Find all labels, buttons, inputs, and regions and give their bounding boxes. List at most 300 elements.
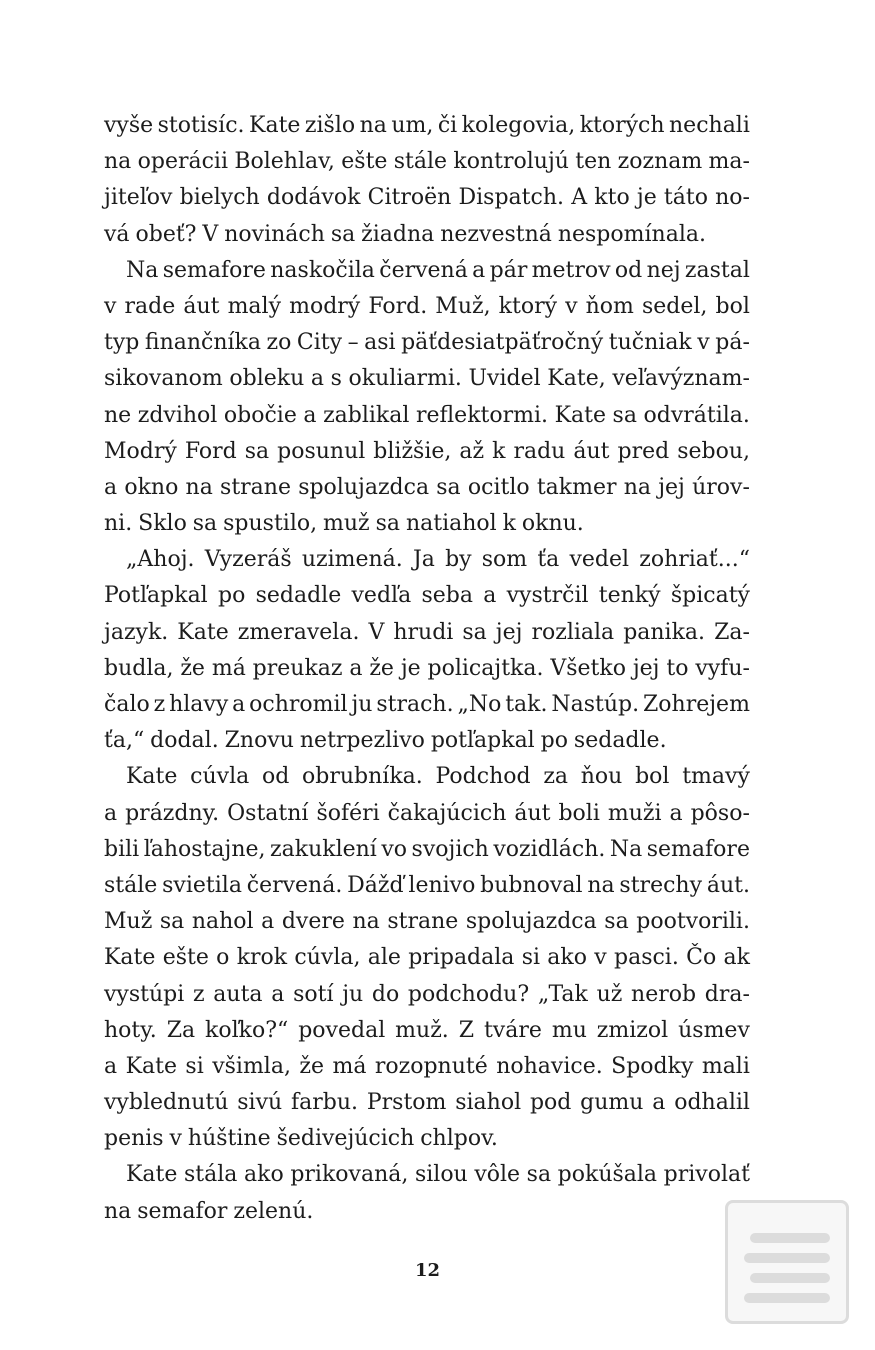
word: preukaz [252,655,343,681]
word: auta [213,981,263,1007]
word: zišlo [304,113,356,138]
word: tenký [598,583,661,609]
word: natiahol [405,511,497,537]
text-line [104,217,750,253]
word: od [614,257,643,283]
word: o [216,945,230,971]
word: má [332,1053,367,1079]
word: Za- [714,619,750,645]
text-line [104,1049,750,1085]
word: červená. [246,872,343,898]
word: nohavice. [496,1053,603,1079]
word: Podchod [435,764,531,790]
word: Uvidel [468,366,541,392]
word: pôso- [690,800,750,826]
word: vyfu- [695,655,750,681]
word: dra- [704,981,750,1007]
word: semafore [646,836,750,862]
word: po [540,728,568,754]
word: vá [104,221,130,247]
word: Kate [104,945,156,971]
word: sa [375,511,400,537]
word: Modrý [104,438,177,464]
word: mu [551,1017,587,1043]
word: na [185,474,213,500]
word: Potľapkal [104,583,208,609]
word: bili [104,836,140,862]
word: finančníka [144,330,261,356]
word: a [310,366,324,392]
word: strach. [376,692,454,717]
word: Kate [249,113,301,138]
word: uzimená. [301,547,403,573]
word: ešte [162,945,209,971]
text-line [104,977,750,1013]
word: rade [124,293,176,319]
word: Za [166,1017,196,1043]
word: ju [351,692,373,717]
word: prázdny. [125,800,220,826]
word: muž. [395,1017,449,1043]
word: odvrátila. [643,402,750,428]
word: ťa [537,547,560,573]
word: bol [715,293,750,319]
word: pár [489,257,528,283]
word: spolujazdca [465,909,597,935]
word: Zohrejem [643,692,750,717]
word: a [669,800,683,826]
text-line [104,325,750,361]
word: sikovanom [104,366,223,392]
word: „Ahoj. [126,547,195,573]
text-line [104,398,750,434]
word: veľavýznam- [612,366,750,392]
word: malý [227,293,282,319]
word: – [347,330,359,356]
word: a [303,402,317,428]
word: vozidlách. [493,836,606,862]
word: Z [458,1017,475,1043]
word: z [192,981,205,1007]
word: spolujazdca [298,474,430,500]
word: je [636,185,657,211]
word: pokúšala [557,1162,658,1188]
word: rozliala [531,619,615,645]
word: pootvorili. [636,909,750,935]
word: vyblednutú [104,1090,229,1116]
word: po [217,583,246,609]
word: že [180,655,205,681]
word: Na [609,836,643,862]
word: kolegovia, [461,113,576,138]
word: muži [607,800,662,826]
word: jej [632,655,660,681]
word: ktorých [579,113,665,138]
word: zmeravela. [237,619,360,645]
word: na [104,149,132,175]
word: seba [421,583,473,609]
text-line [104,940,750,976]
word: metrov [531,257,611,283]
word: zohriať...“ [639,547,750,573]
text-line [104,1085,750,1121]
word: typ [104,330,140,356]
word: Dážď [347,872,404,898]
word: Ford [184,438,237,464]
word: Kate [177,619,229,645]
word: okno [124,474,179,500]
word: ťa,“ [104,728,145,754]
page-number: 12 [414,1260,441,1281]
word: Spodky [611,1053,694,1079]
word: pred [617,438,670,464]
word: ocitlo [467,474,530,500]
word: Bolehlav, [234,149,335,175]
word: zablikal [323,402,410,428]
word: sa [526,1162,552,1188]
word: vôle [474,1162,521,1188]
word: ne [104,402,132,428]
word: hrudi [393,619,454,645]
word: húštine [187,1126,271,1152]
word: áut [514,800,551,826]
text-line [104,1121,750,1157]
word: všimla, [212,1053,291,1079]
text-line [104,723,750,759]
word: Kate, [547,366,606,392]
word: asi [364,330,396,356]
word: kontrolujú [453,149,569,175]
word: A [571,185,588,211]
text-line [104,289,750,325]
word: šoféri [316,800,380,826]
word: takmer [536,474,617,500]
word: päťdesiatpäťročný [401,330,604,356]
word: semafore [162,257,266,283]
word: sivú [237,1090,283,1116]
word: v [697,330,710,356]
word: posunul [277,438,366,464]
word: bielych [179,185,260,211]
word: boli [558,800,600,826]
word: no- [715,185,750,211]
word: sa [612,402,637,428]
word: na [587,872,615,898]
word: strechy [619,872,703,898]
word: čakajúcich [387,800,507,826]
word: bližšie, [373,438,452,464]
word: stále [104,872,158,898]
word: úsmev [678,1017,750,1043]
word: radu [513,438,566,464]
word: potľapkal [430,728,535,754]
word: až [459,438,485,464]
body-text [104,108,750,1230]
word: sa [330,221,356,247]
word: farbu. [291,1090,359,1116]
word: sedadle [255,583,342,609]
word: a [104,800,118,826]
word: Nastúp. [551,692,640,717]
word: jej [495,619,523,645]
word: sa [436,474,461,500]
word: sa [604,909,629,935]
word: obleku [229,366,305,392]
word: modrý [289,293,361,319]
word: ak [723,945,750,971]
word: kto [594,185,630,211]
word: jazyk. [104,619,169,645]
word: vystrčil [506,583,589,609]
word: a [483,583,497,609]
word: svietila [162,872,242,898]
word: s [330,366,342,392]
word: na [623,474,651,500]
word: na [104,1198,132,1224]
word: pripadala [408,945,515,971]
word: tmavý [682,764,750,790]
word: sotí [293,981,334,1007]
word: dodal. [150,728,219,754]
word: Kate [126,1162,178,1188]
word: Ostatní [227,800,309,826]
word: Muž [104,909,153,935]
word: ktorý [498,293,558,319]
text-line [104,651,750,687]
word: oknu. [521,511,584,537]
word: semafor [137,1198,228,1224]
book-stack-icon [725,1200,849,1324]
word: a [652,1090,666,1116]
word: V [202,221,219,247]
word: táto [663,185,708,211]
word: vystúpi [104,981,185,1007]
word: reflektormi. [415,402,549,428]
word: ako [547,945,587,971]
word: ju [342,981,364,1007]
word: Kate [126,764,178,790]
text-line [104,1194,750,1230]
word: pasci. [614,945,679,971]
word: zmizol [596,1017,669,1043]
word: ľahostajne, [143,836,266,862]
word: hlavy [169,692,229,717]
word: to [666,655,689,681]
word: v [594,945,607,971]
word: z [153,692,166,717]
word: špicatý [670,583,750,609]
text-line [104,108,750,144]
word: stotisíc. [157,113,245,138]
word: áut [573,438,610,464]
text-line [104,687,750,723]
word: koľko?“ [205,1017,289,1043]
word: a [104,1053,118,1079]
word: stála [184,1162,238,1188]
word: úrov- [692,474,750,500]
word: Kate [125,1053,177,1079]
text-line [104,361,750,397]
word: strane [387,909,459,935]
word: spustilo, [223,511,318,537]
word: sa [244,438,270,464]
word: podchodu? [407,981,530,1007]
word: tváre [483,1017,542,1043]
word: povedal [298,1017,386,1043]
word: nespomínala. [557,221,706,247]
text-line [104,434,750,470]
word: um, [391,113,434,138]
word: „Tak [537,981,588,1007]
word: by [445,547,472,573]
text-line [104,904,750,940]
word: bol [635,764,670,790]
word: a [271,981,285,1007]
word: gumu [580,1090,644,1116]
word: ale [367,945,401,971]
word: obrubníka. [302,764,423,790]
word: na [352,909,380,935]
word: svojich [411,836,489,862]
word: šedivejúcich [276,1126,415,1152]
word: si [185,1053,204,1079]
text-line [104,542,750,578]
word: ni. [104,511,133,537]
word: cúvla [190,764,250,790]
word: strane [220,474,291,500]
word: sedadle. [573,728,667,754]
word: Dispatch. [458,185,564,211]
word: vedel [569,547,630,573]
text-line [104,506,750,542]
word: okuliarmi. [348,366,462,392]
word: novinách [224,221,325,247]
word: že [299,1053,325,1079]
word: obočie [223,402,297,428]
text-line [104,1157,750,1193]
word: dvere [281,909,345,935]
word: nezvestná [440,221,552,247]
word: áut [183,293,220,319]
word: dodávok [266,185,361,211]
word: sebou, [677,438,750,464]
word: zelenú. [233,1198,314,1224]
word: vo [381,836,408,862]
word: v [565,293,578,319]
text-line [104,1013,750,1049]
word: pá- [715,330,750,356]
word: Sklo [138,511,187,537]
word: ma- [708,149,750,175]
text-line [104,144,750,180]
word: budla, [104,655,174,681]
word: čalo [104,692,150,717]
word: tučniak [608,330,692,356]
word: policajtka. [427,655,544,681]
word: City [296,330,343,356]
word: prikovaná, [290,1162,409,1188]
word: privolať [663,1162,750,1188]
word: som [481,547,528,573]
word: Ford. [368,293,428,319]
word: tak. [505,692,548,717]
word: vedľa [351,583,412,609]
word: na [359,113,387,138]
word: pod [529,1090,572,1116]
word: Na [126,257,159,283]
word: naskočila [270,257,375,283]
text-line [104,796,750,832]
word: si [521,945,541,971]
word: k [492,438,506,464]
text-line [104,578,750,614]
word: vyše [104,113,154,138]
word: Vyzeráš [204,547,292,573]
word: ňom [585,293,634,319]
text-line [104,470,750,506]
word: Znovu [224,728,294,754]
word: jiteľov [104,185,173,211]
word: Kate [554,402,606,428]
word: odhalil [674,1090,750,1116]
word: operácii [137,149,228,175]
word: nechali [669,113,750,138]
word: áut. [706,872,750,898]
word: od [261,764,290,790]
word: panika. [623,619,706,645]
word: Všetko [550,655,626,681]
text-line [104,615,750,651]
text-line [104,180,750,216]
word: zo [266,330,292,356]
word: „No [457,692,502,717]
word: hoty. [104,1017,157,1043]
word: červená [379,257,468,283]
word: či [437,113,458,138]
word: sa [192,511,218,537]
word: sa [462,619,487,645]
word: bubnoval [480,872,583,898]
word: a [104,474,118,500]
word: a [232,692,246,717]
word: už [596,981,623,1007]
word: rozopnuté [374,1053,488,1079]
word: zastal [684,257,750,283]
word: a [472,257,486,283]
word: sedel, [641,293,708,319]
word: obeť? [135,221,197,247]
word: je [400,655,421,681]
word: Citroën [367,185,452,211]
word: silou [414,1162,468,1188]
word: mali [701,1053,750,1079]
text-line [104,253,750,289]
word: má [211,655,246,681]
word: za [543,764,569,790]
word: sa [159,909,185,935]
word: ochromil [249,692,348,717]
word: chlpov. [420,1126,498,1152]
word: nej [646,257,681,283]
word: Muž, [435,293,491,319]
word: ňou [580,764,623,790]
text-line [104,759,750,795]
word: ako [244,1162,284,1188]
word: muž [323,511,370,537]
word: že [369,655,394,681]
word: zakuklení [270,836,377,862]
word: do [371,981,400,1007]
